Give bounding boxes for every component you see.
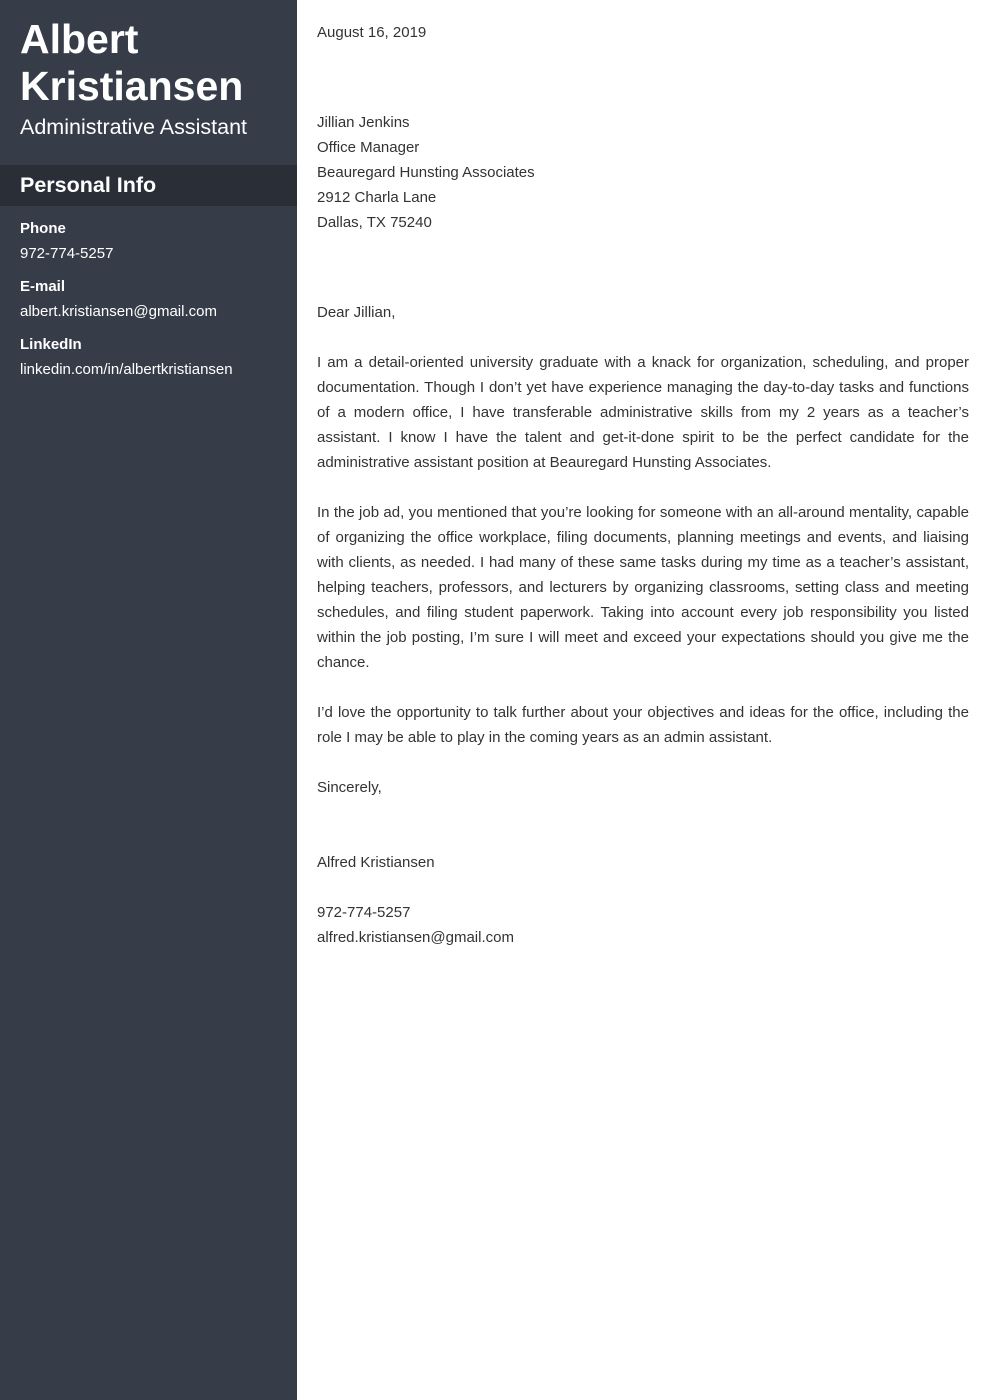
info-value: albert.kristiansen@gmail.com [20,303,217,320]
candidate-first-name: Albert [20,16,139,62]
recipient-company: Beauregard Hunsting Associates [317,164,535,181]
candidate-last-name: Kristiansen [20,63,244,109]
recipient-name: Jillian Jenkins [317,114,410,131]
signature-name: Alfred Kristiansen [317,854,435,871]
sender-contact [317,900,969,950]
info-value: 972-774-5257 [20,245,114,262]
closing: Sincerely, [317,779,382,796]
paragraph-intro: I am a detail-oriented university graduate with a knack for organization, scheduling, and proper documentation. Though I don’t yet have experience managing the day-to-day tasks and functions of a modern office, I have transferable administrative skills from my 2 years as a teacher’s assistant. I know I have the talent and get-it-done spirit to be the perfect candidate for the administrative assistant position at Beauregard Hunsting Associates. [317,354,969,471]
recipient-block [317,110,969,235]
sidebar [0,0,297,1400]
personal-info-list [20,216,290,390]
info-item-linkedin [20,332,290,382]
info-label: E-mail [20,278,66,295]
letter-body [317,20,969,950]
info-value: linkedin.com/in/albertkristiansen [20,361,233,378]
personal-info-header: Personal Info [0,165,297,206]
info-item-phone [20,216,290,266]
info-label: Phone [20,220,66,237]
sender-email: alfred.kristiansen@gmail.com [317,929,514,946]
letter-date: August 16, 2019 [317,24,427,41]
sender-phone: 972-774-5257 [317,904,411,921]
recipient-city: Dallas, TX 75240 [317,214,432,231]
info-label: LinkedIn [20,336,82,353]
candidate-name [0,0,297,110]
info-item-email [20,274,290,324]
job-title: Administrative Assistant [20,115,248,139]
greeting: Dear Jillian, [317,304,396,321]
paragraph-closing: I’d love the opportunity to talk further about your objectives and ideas for the office, including the role I may be able to play in the coming years as an admin assistant. [317,704,969,746]
paragraph-experience: In the job ad, you mentioned that you’re looking for someone with an all-around mentality, capable of organizing the office workplace, filing documents, planning meetings and events, and liaising with clients, as needed. I had many of these same tasks during my time as a teacher’s assistant, helping teachers, professors, and lecturers by organizing classrooms, setting class and meeting schedules, and filing student paperwork. Taking into account every job responsibility you listed within the job posting, I’m sure I will meet and exceed your expectations should you give me the chance. [317,504,969,671]
recipient-title: Office Manager [317,139,420,156]
recipient-street: 2912 Charla Lane [317,189,437,206]
